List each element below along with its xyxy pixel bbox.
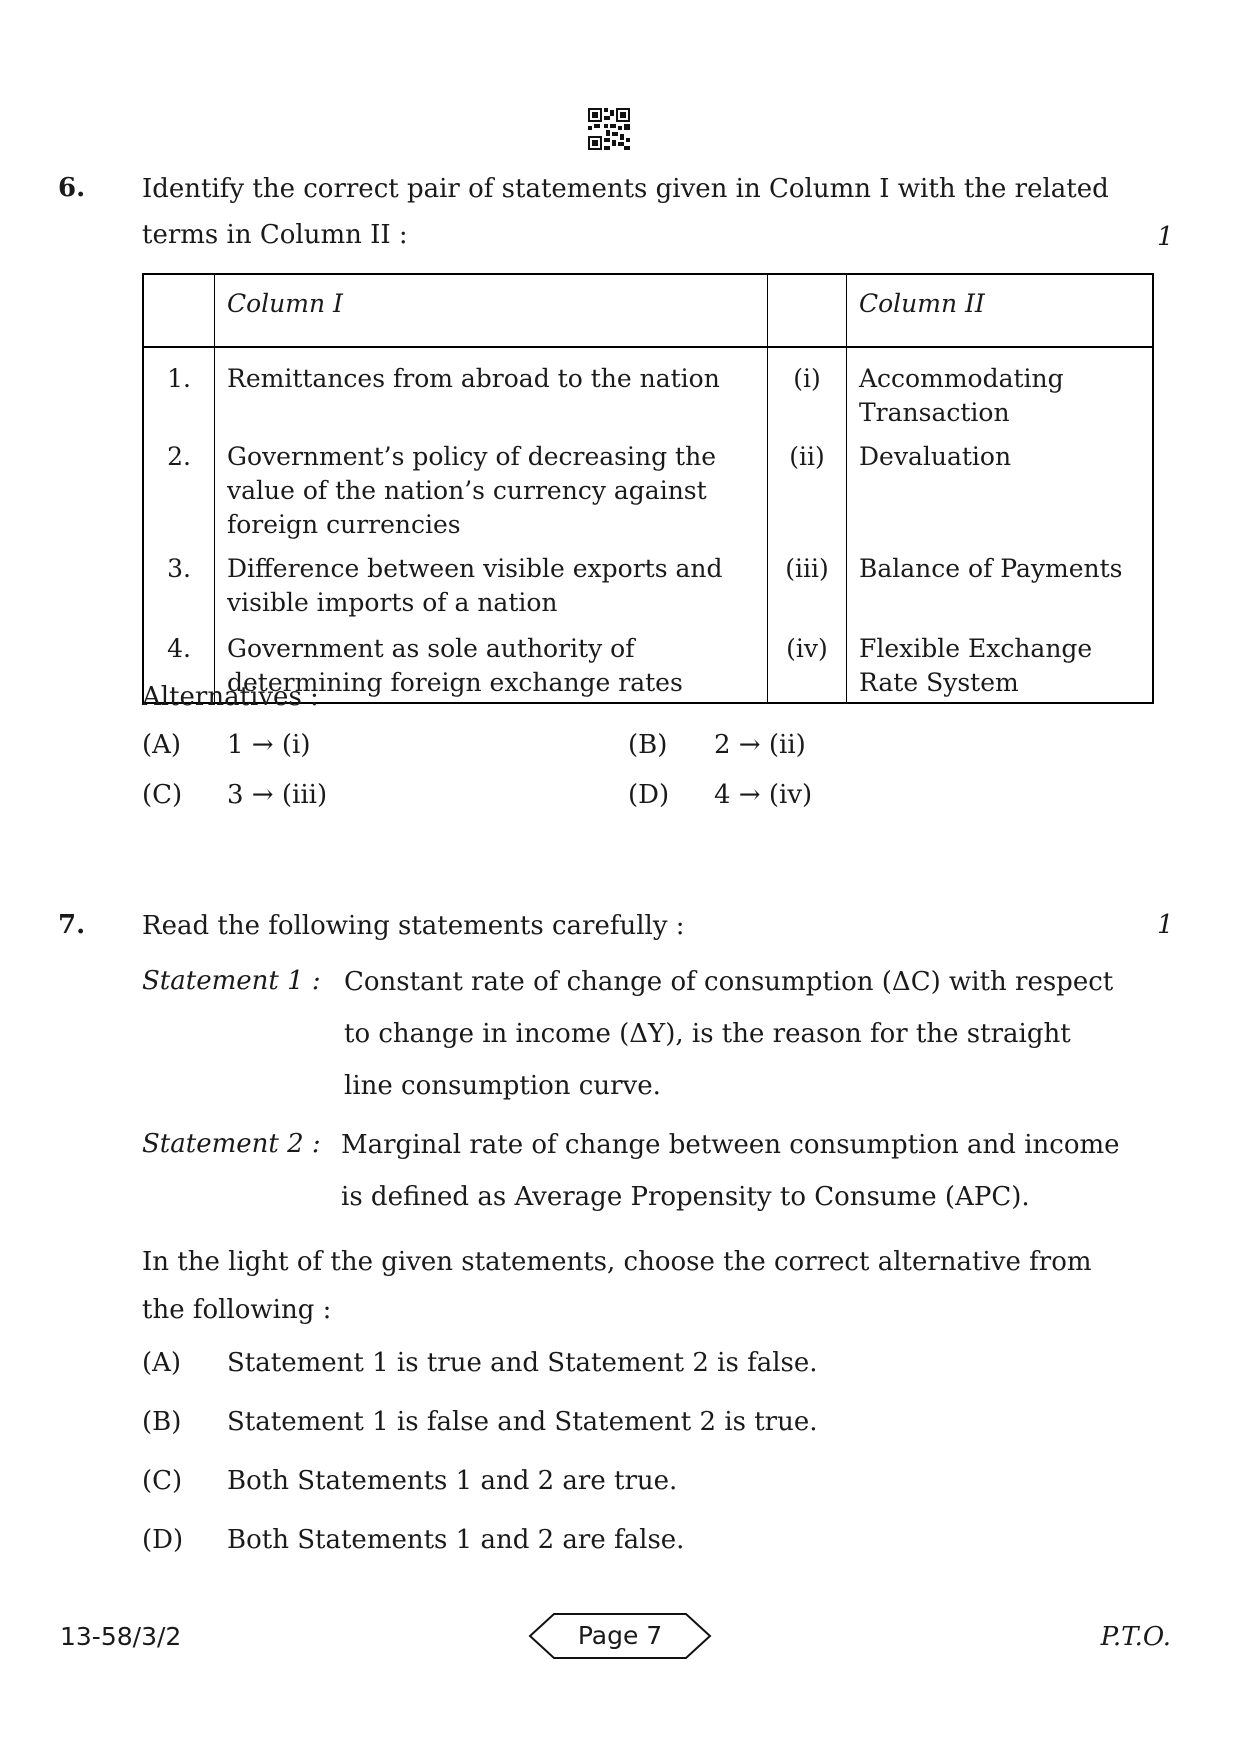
paper-code: 13-58/3/2 — [60, 1622, 182, 1651]
question-number-6: 6. — [58, 173, 86, 203]
table-row — [143, 552, 1153, 632]
row-statement — [215, 347, 768, 440]
column-2-header: Column II — [847, 274, 1154, 347]
row-roman: (iv) — [768, 632, 847, 703]
question-number-7: 7. — [58, 910, 86, 940]
row-term — [847, 552, 1154, 632]
page-number: Page 7 — [577, 1621, 663, 1650]
statement-2-label: Statement 2 : — [142, 1129, 321, 1159]
statement-line: to change in income (ΔY), is the reason for the straight — [344, 1019, 1071, 1049]
row-term — [847, 632, 1154, 703]
row-roman: (i) — [768, 347, 847, 440]
q7-option-d-label: (D) — [142, 1525, 184, 1555]
statement-line: Government’s policy of decreasing the — [227, 442, 717, 471]
q7-option-c-text[interactable]: Both Statements 1 and 2 are true. — [227, 1466, 678, 1496]
statement-line: determining foreign exchange rates — [227, 668, 683, 697]
term-line: Flexible Exchange — [859, 634, 1093, 663]
row-number: 3. — [143, 552, 215, 632]
statement-line: Remittances from abroad to the nation — [227, 364, 720, 393]
column-1-header: Column I — [215, 274, 768, 347]
alternatives-label: Alternatives : — [142, 682, 319, 712]
row-number: 4. — [143, 632, 215, 703]
row-roman: (ii) — [768, 440, 847, 552]
table-header-row — [143, 274, 1153, 347]
term-line: Devaluation — [859, 442, 1012, 471]
term-line: Rate System — [859, 668, 1019, 697]
statement-line: value of the nation’s currency against — [227, 476, 707, 505]
row-roman: (iii) — [768, 552, 847, 632]
statement-1-text — [344, 956, 1113, 1112]
row-term — [847, 347, 1154, 440]
row-statement — [215, 552, 768, 632]
instruction-line: the following : — [142, 1295, 332, 1325]
pto-label: P.T.O. — [1100, 1622, 1171, 1652]
statement-line: visible imports of a nation — [227, 588, 558, 617]
q6-option-b-text[interactable]: 2 → (ii) — [714, 730, 806, 760]
question-7-intro: Read the following statements carefully : — [142, 911, 685, 941]
statement-line: line consumption curve. — [344, 1071, 661, 1101]
question-7-instruction — [142, 1238, 1092, 1334]
term-line: Balance of Payments — [859, 554, 1123, 583]
question-6-text-line-2: terms in Column II : — [142, 220, 408, 250]
q6-option-a-text[interactable]: 1 → (i) — [227, 730, 311, 760]
row-term — [847, 440, 1154, 552]
term-line: Transaction — [859, 398, 1010, 427]
statement-line: is defined as Average Propensity to Consume (APC). — [341, 1182, 1030, 1212]
statement-2-text — [341, 1119, 1120, 1223]
statement-line: foreign currencies — [227, 510, 461, 539]
statement-line: Government as sole authority of — [227, 634, 635, 663]
q6-option-c-label: (C) — [142, 780, 183, 810]
q6-option-a-label: (A) — [142, 730, 182, 760]
row-number: 1. — [143, 347, 215, 440]
page-badge — [528, 1612, 712, 1660]
question-6-text-line-1: Identify the correct pair of statements given in Column I with the related — [142, 174, 1109, 204]
row-number: 2. — [143, 440, 215, 552]
instruction-line: In the light of the given statements, choose the correct alternative from — [142, 1247, 1092, 1277]
q6-option-c-text[interactable]: 3 → (iii) — [227, 780, 328, 810]
q6-option-d-text[interactable]: 4 → (iv) — [714, 780, 813, 810]
table-row — [143, 440, 1153, 552]
statement-line: Marginal rate of change between consumption and income — [341, 1130, 1120, 1160]
match-table — [142, 273, 1154, 704]
statement-line: Difference between visible exports and — [227, 554, 723, 583]
q7-option-a-text[interactable]: Statement 1 is true and Statement 2 is false. — [227, 1348, 818, 1378]
q7-option-b-label: (B) — [142, 1407, 182, 1437]
q7-option-a-label: (A) — [142, 1348, 182, 1378]
q6-option-d-label: (D) — [628, 780, 670, 810]
q7-option-d-text[interactable]: Both Statements 1 and 2 are false. — [227, 1525, 685, 1555]
row-statement — [215, 440, 768, 552]
statement-line: Constant rate of change of consumption (ΔC) with respect — [344, 967, 1114, 997]
statement-1-label: Statement 1 : — [142, 966, 321, 996]
question-7-marks: 1 — [1157, 910, 1174, 940]
term-line: Accommodating — [859, 364, 1064, 393]
table-row — [143, 347, 1153, 440]
question-6-marks: 1 — [1157, 222, 1174, 252]
q7-option-c-label: (C) — [142, 1466, 183, 1496]
qr-code-icon — [588, 108, 630, 150]
q6-option-b-label: (B) — [628, 730, 668, 760]
q7-option-b-text[interactable]: Statement 1 is false and Statement 2 is true. — [227, 1407, 818, 1437]
